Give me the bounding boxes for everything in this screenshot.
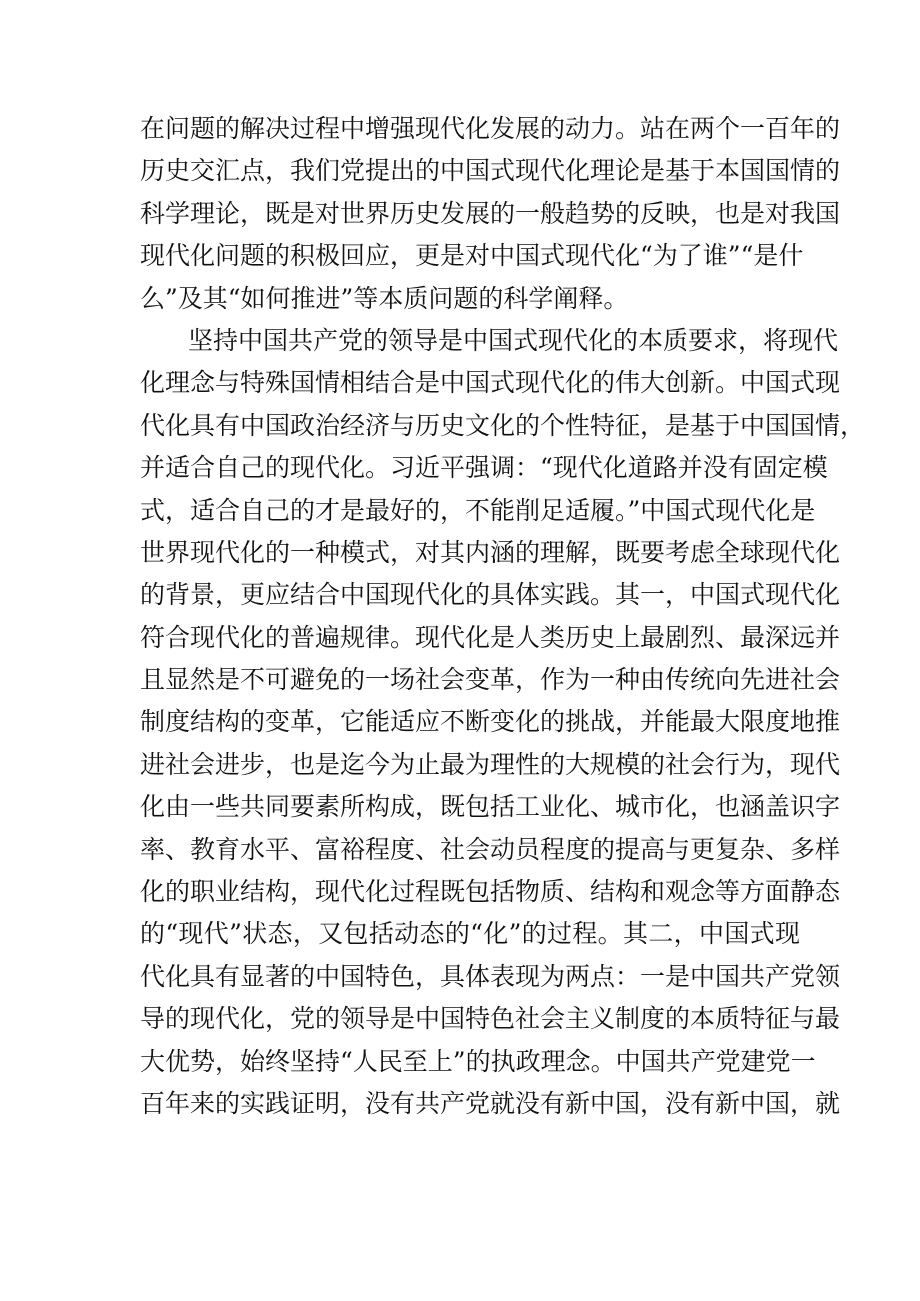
paragraph-line: 科学理论，既是对世界历史发展的一般趋势的反映，也是对我国	[140, 198, 841, 228]
paragraph-1	[140, 108, 841, 320]
paragraph-line: 符合现代化的普遍规律。现代化是人类历史上最剧烈、最深远并	[140, 622, 841, 652]
paragraph-line: 式，适合自己的才是最好的，不能削足适履。”中国式现代化是	[140, 495, 816, 525]
document-body	[140, 108, 866, 1125]
paragraph-line: 世界现代化的一种模式，对其内涵的理解，既要考虑全球现代化	[140, 537, 841, 567]
paragraph-2	[140, 320, 866, 1125]
paragraph-line: 化理念与特殊国情相结合是中国式现代化的伟大创新。中国式现	[140, 368, 841, 398]
paragraph-line: 并适合自己的现代化。习近平强调：“现代化道路并没有固定模	[140, 453, 828, 483]
paragraph-line: 代化具有中国政治经济与历史文化的个性特征，是基于中国国情，	[140, 410, 866, 440]
paragraph-line: 进社会进步，也是迄今为止最为理性的大规模的社会行为，现代	[140, 749, 841, 779]
paragraph-line: 大优势，始终坚持“人民至上”的执政理念。中国共产党建党一	[140, 1046, 816, 1076]
paragraph-line: 化由一些共同要素所构成，既包括工业化、城市化，也涵盖识字	[140, 792, 841, 822]
paragraph-line: 百年来的实践证明，没有共产党就没有新中国，没有新中国，就	[140, 1088, 841, 1118]
paragraph-line: 制度结构的变革，它能适应不断变化的挑战，并能最大限度地推	[140, 707, 841, 737]
paragraph-line: 的“现代”状态，又包括动态的“化”的过程。其二，中国式现	[140, 919, 800, 949]
paragraph-line: 历史交汇点，我们党提出的中国式现代化理论是基于本国国情的	[140, 156, 841, 186]
paragraph-line: 率、教育水平、富裕程度、社会动员程度的提高与更复杂、多样	[140, 834, 841, 864]
paragraph-line: 么”及其“如何推进”等本质问题的科学阐释。	[140, 283, 629, 313]
paragraph-line: 的背景，更应结合中国现代化的具体实践。其一，中国式现代化	[140, 580, 841, 610]
paragraph-line: 导的现代化，党的领导是中国特色社会主义制度的本质特征与最	[140, 1004, 841, 1034]
paragraph-line: 坚持中国共产党的领导是中国式现代化的本质要求，将现代	[188, 325, 839, 355]
paragraph-line: 代化具有显著的中国特色，具体表现为两点：一是中国共产党领	[140, 961, 841, 991]
paragraph-line: 化的职业结构，现代化过程既包括物质、结构和观念等方面静态	[140, 877, 841, 907]
paragraph-line: 现代化问题的积极回应，更是对中国式现代化“为了谁”“是什	[140, 241, 804, 271]
paragraph-line: 在问题的解决过程中增强现代化发展的动力。站在两个一百年的	[140, 114, 841, 143]
paragraph-line: 且显然是不可避免的一场社会变革，作为一种由传统向先进社会	[140, 665, 841, 695]
